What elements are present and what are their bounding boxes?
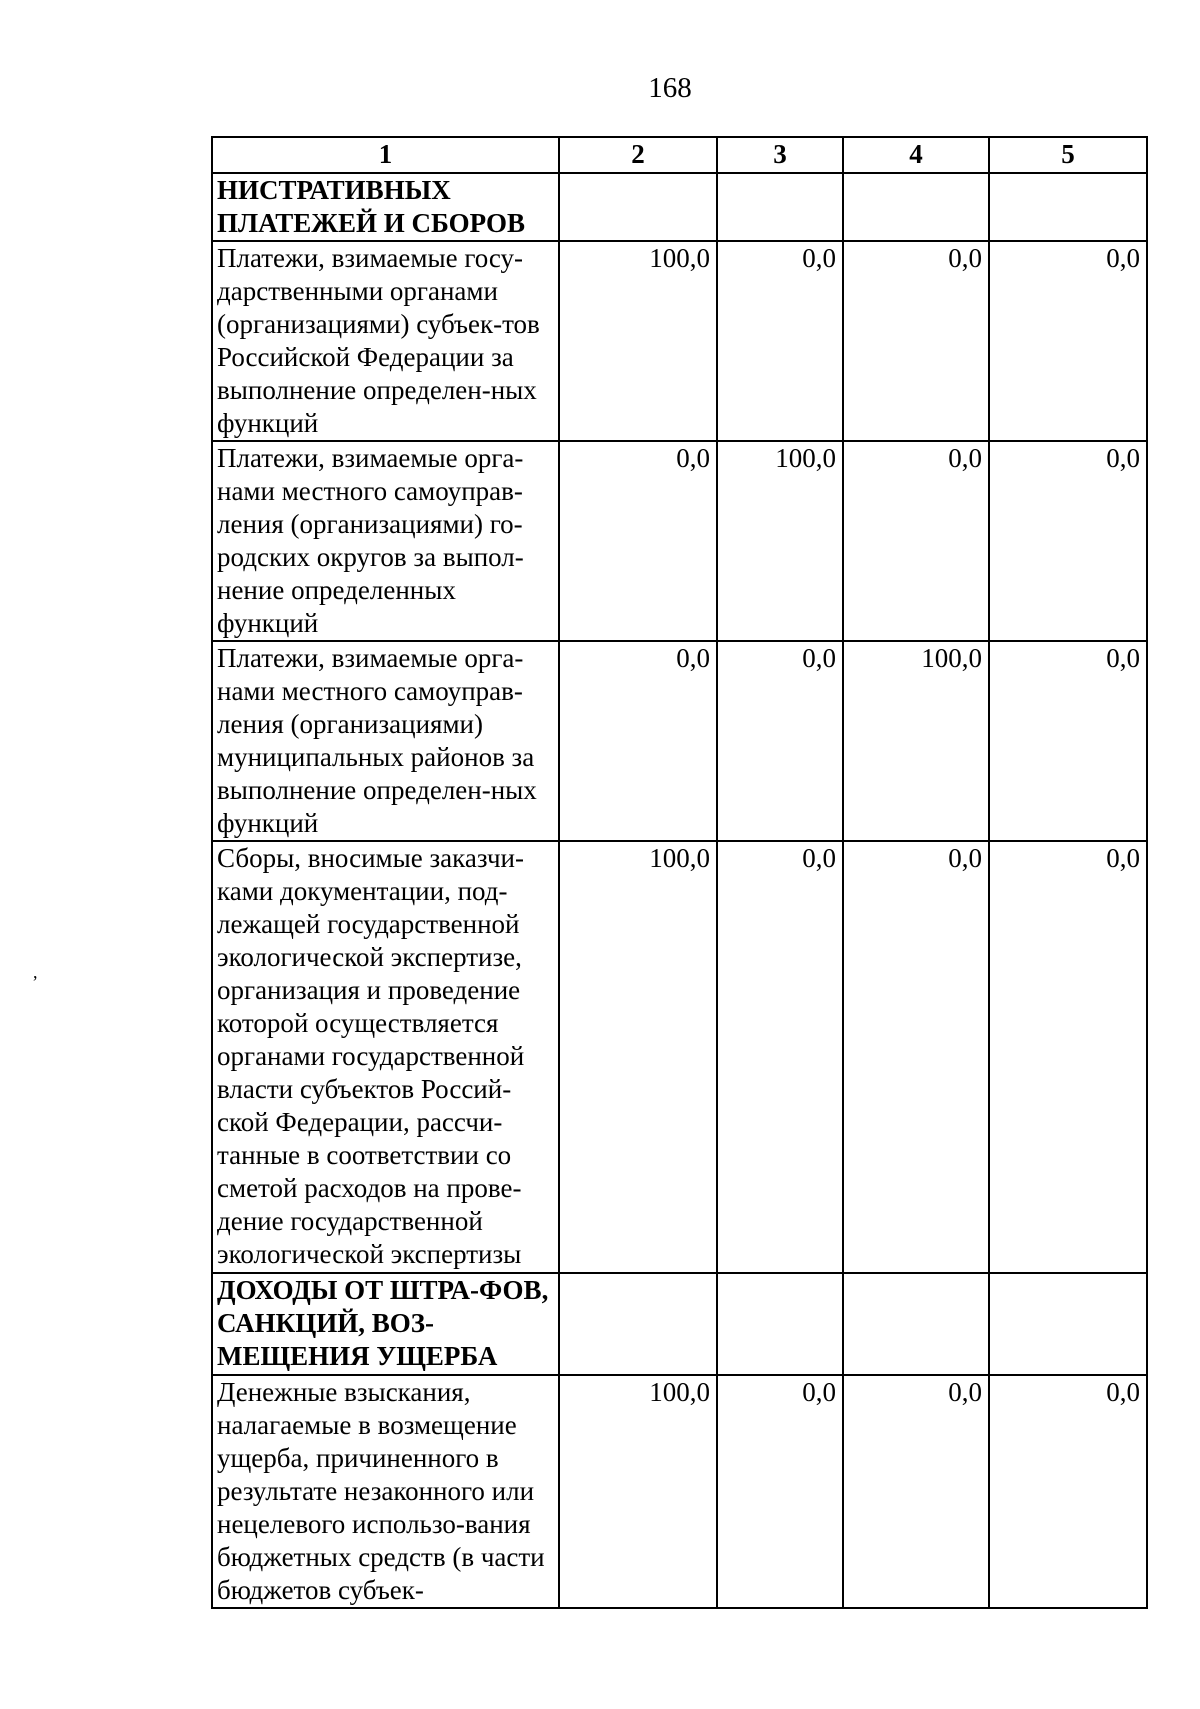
value-cell: 0,0 <box>717 641 843 841</box>
value-cell <box>989 1273 1147 1375</box>
column-header-4: 4 <box>843 137 989 173</box>
value-cell <box>717 173 843 241</box>
value-cell: 100,0 <box>559 841 717 1273</box>
revenue-distribution-table <box>211 136 1148 1609</box>
value-cell: 0,0 <box>843 241 989 441</box>
row-label: Платежи, взимаемые орга-нами местного самоуправ-ления (организациями) муниципальных районов за выполнение определен-ных функций <box>212 641 559 841</box>
section-heading: НИСТРАТИВНЫХ ПЛАТЕЖЕЙ И СБОРОВ <box>212 173 559 241</box>
value-cell <box>843 1273 989 1375</box>
page-number: 168 <box>648 72 692 104</box>
value-cell <box>559 1273 717 1375</box>
value-cell: 0,0 <box>717 1375 843 1608</box>
stray-mark: , <box>33 962 38 982</box>
column-number-header-row <box>212 137 1147 173</box>
value-cell: 0,0 <box>989 441 1147 641</box>
table-row <box>212 441 1147 641</box>
column-header-3: 3 <box>717 137 843 173</box>
column-header-2: 2 <box>559 137 717 173</box>
row-label: Платежи, взимаемые орга-нами местного самоуправ-ления (организациями) го-родских округов за выпол-нение определенных функций <box>212 441 559 641</box>
value-cell <box>989 173 1147 241</box>
value-cell: 0,0 <box>559 441 717 641</box>
value-cell: 0,0 <box>989 641 1147 841</box>
table-row <box>212 641 1147 841</box>
value-cell: 100,0 <box>559 241 717 441</box>
value-cell: 0,0 <box>559 641 717 841</box>
value-cell: 0,0 <box>843 1375 989 1608</box>
value-cell: 100,0 <box>717 441 843 641</box>
table-row <box>212 1375 1147 1608</box>
value-cell <box>559 173 717 241</box>
section-heading: ДОХОДЫ ОТ ШТРА-ФОВ, САНКЦИЙ, ВОЗ-МЕЩЕНИЯ УЩЕРБА <box>212 1273 559 1375</box>
row-label: Сборы, вносимые заказчи-ками документации, под-лежащей государственной экологической экспертизе, организация и проведение которой осуществляется органами государственной власти субъектов Россий-ской Федерации, рассчи-танные в соответствии со сметой расходов на прове-дение государственной экологической экспертизы <box>212 841 559 1273</box>
value-cell: 0,0 <box>989 1375 1147 1608</box>
value-cell <box>717 1273 843 1375</box>
value-cell <box>843 173 989 241</box>
value-cell: 100,0 <box>559 1375 717 1608</box>
value-cell: 0,0 <box>843 441 989 641</box>
value-cell: 0,0 <box>843 841 989 1273</box>
table-row <box>212 241 1147 441</box>
row-label: Платежи, взимаемые госу-дарственными органами (организациями) субъек-тов Российской Федерации за выполнение определен-ных функций <box>212 241 559 441</box>
value-cell: 0,0 <box>989 841 1147 1273</box>
table-row <box>212 841 1147 1273</box>
column-header-5: 5 <box>989 137 1147 173</box>
column-header-1: 1 <box>212 137 559 173</box>
value-cell: 0,0 <box>989 241 1147 441</box>
value-cell: 0,0 <box>717 841 843 1273</box>
row-label: Денежные взыскания, налагаемые в возмещение ущерба, причиненного в результате незаконного или нецелевого использо-вания бюджетных средств (в части бюджетов субъек- <box>212 1375 559 1608</box>
value-cell: 0,0 <box>717 241 843 441</box>
table-row <box>212 173 1147 241</box>
table-row <box>212 1273 1147 1375</box>
value-cell: 100,0 <box>843 641 989 841</box>
